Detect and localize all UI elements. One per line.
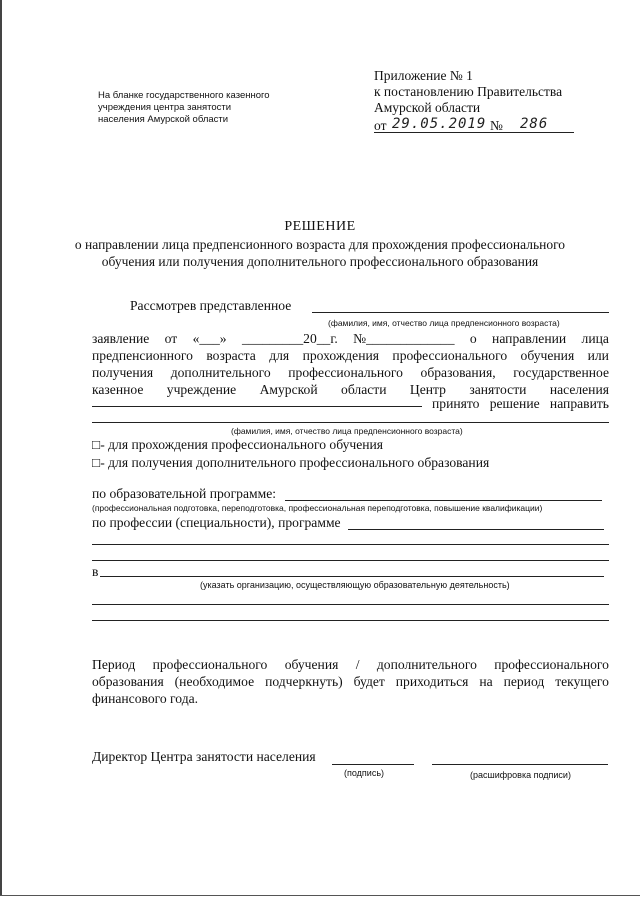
word: образования: [92, 674, 164, 689]
program-hint: (профессиональная подготовка, переподготовка, профессиональная переподготовка, повышение квалификации): [92, 503, 543, 513]
signature-decode-hint: (расшифровка подписи): [470, 770, 571, 780]
word: казенное: [92, 382, 144, 397]
word: получения: [92, 365, 154, 380]
document-title: РЕШЕНИЕ: [284, 219, 356, 234]
organization-field-line[interactable]: [100, 576, 604, 577]
blank-note: [98, 90, 270, 126]
word: Период: [92, 657, 136, 672]
signature-decode-line[interactable]: [432, 764, 608, 765]
word: принято: [432, 396, 480, 411]
word: профессионального: [392, 348, 508, 363]
para1-row3: [92, 348, 609, 364]
organization-line-3[interactable]: [92, 620, 609, 621]
word: Амурской: [259, 382, 318, 397]
word: от: [164, 331, 178, 346]
word: дополнительного: [376, 657, 477, 672]
profession-line-3[interactable]: [92, 560, 609, 561]
blank-note-line: населения Амурской области: [98, 114, 229, 125]
para1-row6-tail: [432, 396, 609, 412]
option-training[interactable]: □- для прохождения профессионального обучения: [92, 437, 384, 452]
appendix-underline: [374, 132, 574, 133]
appendix-num-label: №: [490, 118, 503, 133]
word: области: [341, 382, 387, 397]
word: лица: [581, 331, 609, 346]
blank-note-line: учреждения центра занятости: [98, 102, 232, 113]
organization-line-2[interactable]: [92, 604, 609, 605]
word: приходиться: [395, 674, 469, 689]
option-additional-education[interactable]: □- для получения дополнительного профессионального образования: [92, 455, 490, 470]
para1-row4: [92, 365, 609, 381]
word: будет: [353, 674, 385, 689]
word: текущего: [555, 674, 609, 689]
organization-hint: (указать организацию, осуществляющую образовательную деятельность): [200, 580, 510, 590]
word: профессионального: [288, 365, 403, 380]
program-label: по образовательной программе:: [92, 486, 277, 501]
word: направить: [549, 396, 609, 411]
word: профессионального: [152, 657, 268, 672]
word: Центр: [409, 382, 446, 397]
word: обучения: [520, 348, 575, 363]
word: (необходимое: [174, 674, 255, 689]
word: возраста: [206, 348, 256, 363]
scan-left-edge: [0, 0, 2, 905]
word: предпенсионного: [92, 348, 193, 363]
word: подчеркнуть): [265, 674, 343, 689]
appendix-number: 286: [520, 116, 549, 132]
word: занятости: [469, 382, 527, 397]
profession-field-line[interactable]: [348, 529, 604, 530]
period-row1: [92, 657, 609, 673]
word: обучения: [284, 657, 339, 672]
person-name-line[interactable]: [92, 422, 609, 423]
appendix-date: 29.05.2019: [392, 116, 487, 132]
word: населения: [549, 382, 609, 397]
in-label: в: [92, 564, 99, 579]
period-row2: [92, 674, 609, 690]
appendix-from-label: от: [374, 118, 387, 133]
appendix-block: [374, 68, 562, 116]
word: прохождения: [302, 348, 380, 363]
word: период: [503, 674, 545, 689]
word: или: [587, 348, 609, 363]
word: учреждение: [166, 382, 237, 397]
appendix-line: Амурской области: [374, 100, 481, 115]
program-field-line[interactable]: [285, 500, 602, 501]
appendix-line: к постановлению Правительства: [374, 84, 563, 99]
word: дополнительного: [170, 365, 271, 380]
center-name-line[interactable]: [92, 406, 422, 407]
subtitle-line: о направлении лица предпенсионного возраста для прохождения профессионального: [74, 237, 566, 252]
fio-hint: (фамилия, имя, отчество лица предпенсионного возраста): [328, 318, 560, 328]
profession-line-2[interactable]: [92, 544, 609, 545]
word: /: [355, 657, 360, 672]
signature-line[interactable]: [332, 764, 414, 765]
word: направлении: [492, 331, 567, 346]
number-field[interactable]: №_____________: [353, 331, 455, 346]
document-subtitle: [0, 236, 640, 270]
appendix-line: Приложение № 1: [374, 68, 473, 83]
word: государственное: [513, 365, 609, 380]
word: для: [269, 348, 290, 363]
period-row3: финансового года.: [92, 691, 199, 706]
signature-hint: (подпись): [344, 768, 385, 778]
profession-label: по профессии (специальности), программе: [92, 515, 341, 530]
blank-note-line: На бланке государственного казенного: [98, 90, 270, 101]
word: о: [469, 331, 477, 346]
word: образования,: [420, 365, 496, 380]
subtitle-line: обучения или получения дополнительного профессионального образования: [101, 254, 539, 269]
para1-start: Рассмотрев представленное: [130, 298, 292, 313]
year-field[interactable]: _________20__г.: [241, 331, 338, 346]
fio-hint-2: (фамилия, имя, отчество лица предпенсионного возраста): [231, 426, 463, 436]
day-field[interactable]: «___»: [192, 331, 227, 346]
director-label: Директор Центра занятости населения: [92, 749, 316, 764]
word: профессионального: [494, 657, 609, 672]
fio-field-line[interactable]: [312, 312, 609, 313]
word: решение: [489, 396, 540, 411]
word: заявление: [92, 331, 150, 346]
word: на: [479, 674, 493, 689]
para1-row2: [92, 331, 609, 347]
scan-bottom-edge: [0, 895, 640, 906]
